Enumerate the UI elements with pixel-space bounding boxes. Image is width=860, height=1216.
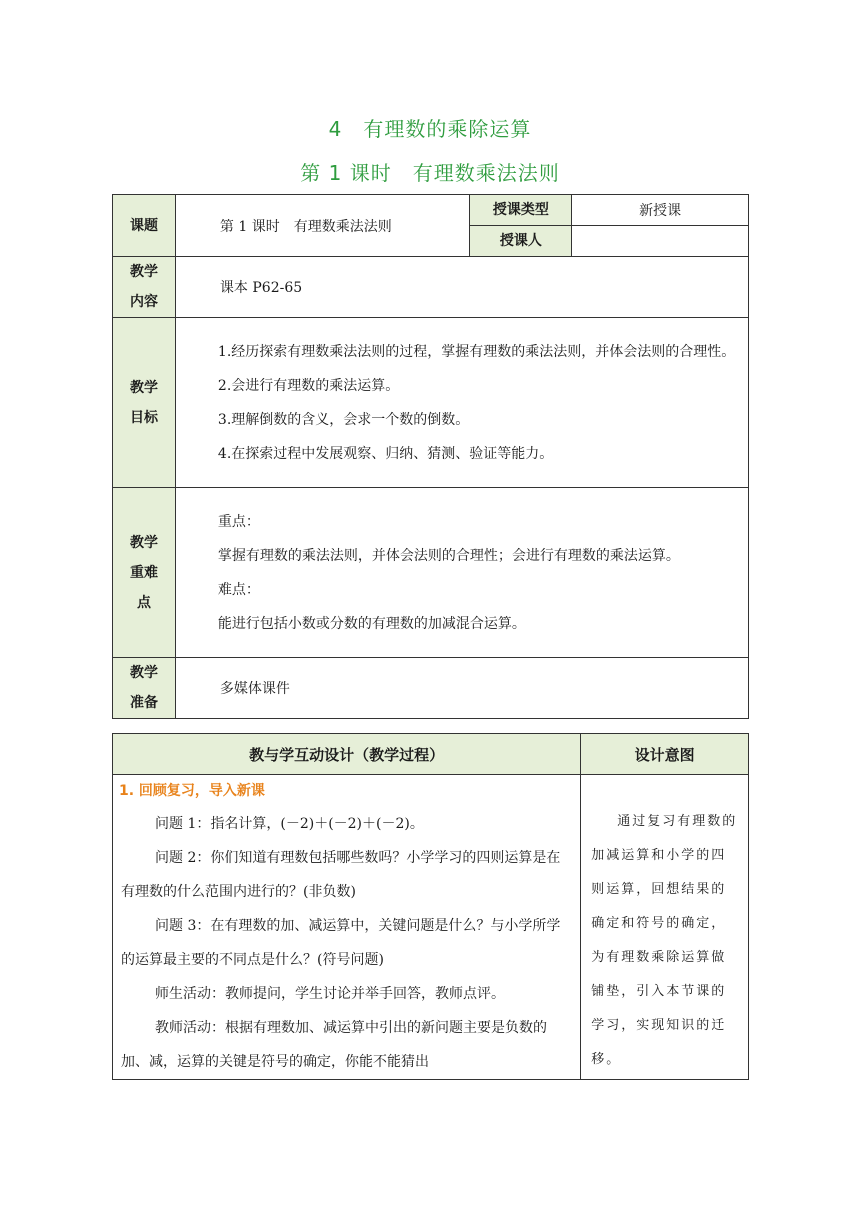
- prep-value: 多媒体课件: [175, 658, 748, 719]
- topic-label: 课题: [113, 195, 176, 257]
- goals-label: 教学目标: [113, 318, 176, 488]
- process-column-header: 教与学互动设计（教学过程）: [113, 734, 581, 775]
- process-paragraph: 问题 1：指名计算，(－2)＋(－2)＋(－2)。: [155, 816, 424, 832]
- lesson-subtitle: 第 1 课时 有理数乘法法则: [300, 161, 560, 185]
- design-intent-text: 通过复习有理数的加减运算和小学的四则运算，回想结果的确定和符号的确定，为有理数乘除运算做铺垫，引入本节课的学习，实现知识的迁移。: [591, 814, 738, 1067]
- section-title: 1. 回顾复习，导入新课: [119, 783, 265, 799]
- lesson-type-label: 授课类型: [470, 195, 572, 226]
- prep-label: 教学准备: [113, 658, 176, 719]
- topic-value: 第 1 课时 有理数乘法法则: [175, 195, 470, 257]
- key-points-cell: [175, 488, 748, 658]
- key-point-item: 重点：: [217, 513, 260, 530]
- goal-item: 3.理解倒数的含义，会求一个数的倒数。: [217, 411, 470, 428]
- content-value: 课本 P62-65: [175, 257, 748, 318]
- content-label: 教学内容: [113, 257, 176, 318]
- teacher-label: 授课人: [470, 226, 572, 257]
- key-point-item: 掌握有理数的乘法法则，并体会法则的合理性；会进行有理数的乘法运算。: [217, 547, 680, 564]
- key-point-item: 难点：: [217, 581, 260, 598]
- lesson-chapter-title: 4 有理数的乘除运算: [328, 117, 532, 141]
- lesson-type-value: 新授课: [572, 195, 749, 226]
- process-paragraph: 问题 2：你们知道有理数包括哪些数吗？小学学习的四则运算是在有理数的什么范围内进行的？(非负数): [121, 850, 561, 900]
- goal-item: 2.会进行有理数的乘法运算。: [217, 377, 400, 394]
- process-cell: [113, 775, 581, 1080]
- teaching-process-table: [112, 733, 749, 1080]
- goals-cell: [175, 318, 748, 488]
- key-points-label: 教学重难点: [113, 488, 176, 658]
- teacher-value: [572, 226, 749, 257]
- lesson-info-table: [112, 194, 749, 719]
- goal-item: 4.在探索过程中发展观察、归纳、猜测、验证等能力。: [217, 445, 554, 462]
- process-paragraph: 教师活动：根据有理数加、减运算中引出的新问题主要是负数的加、减，运算的关键是符号的确定，你能不能猜出: [121, 1020, 547, 1070]
- goal-item: 1.经历探索有理数乘法法则的过程，掌握有理数的乘法法则，并体会法则的合理性。: [217, 343, 736, 360]
- intent-cell: [581, 775, 749, 1080]
- intent-column-header: 设计意图: [581, 734, 749, 775]
- process-paragraph: 问题 3：在有理数的加、减运算中，关键问题是什么？与小学所学的运算最主要的不同点是什么？(符号问题): [121, 918, 561, 968]
- process-paragraph: 师生活动：教师提问，学生讨论并举手回答，教师点评。: [155, 986, 505, 1002]
- key-point-item: 能进行包括小数或分数的有理数的加减混合运算。: [217, 615, 526, 632]
